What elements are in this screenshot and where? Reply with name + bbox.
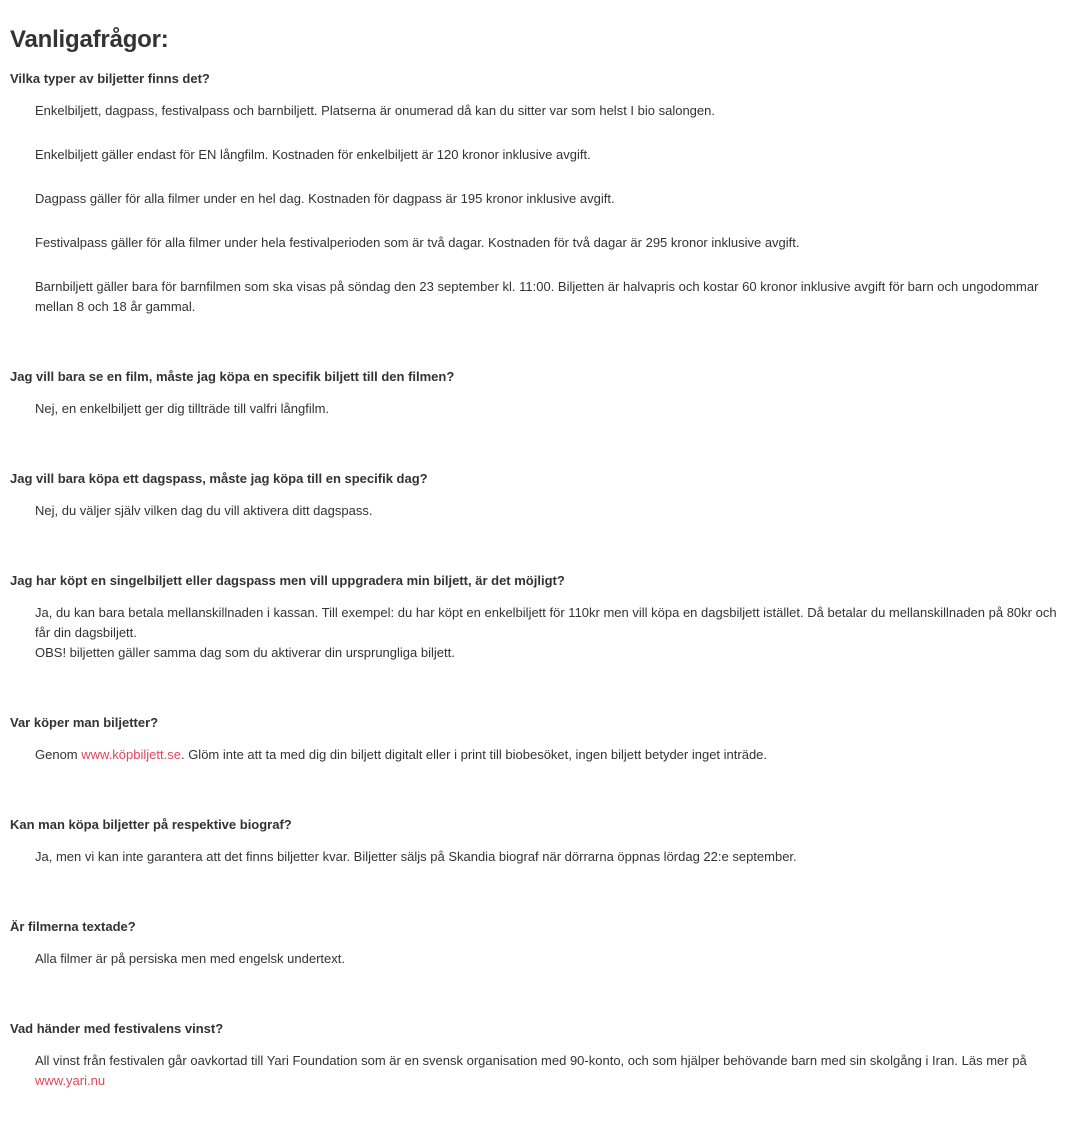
faq-answer-subtitles: Alla filmer är på persiska men med engelsk undertext. [35, 951, 345, 966]
yari-link[interactable]: www.yari.nu [35, 1073, 106, 1088]
faq-question-upgrade: Jag har köpt en singelbiljett eller dagspass men vill uppgradera min biljett, är det möjligt? [10, 573, 565, 588]
faq-question-profits: Vad händer med festivalens vinst? [10, 1021, 224, 1036]
faq-answer-day-pass: Dagpass gäller för alla filmer under en hel dag. Kostnaden för dagpass är 195 kronor inklusive avgift. [35, 191, 615, 206]
faq-answer-where-buy [35, 745, 1065, 765]
faq-answer-day-pass-date: Nej, du väljer själv vilken dag du vill aktivera ditt dagspass. [35, 503, 373, 518]
answer-text-prefix: Genom [35, 747, 82, 762]
faq-answer-cinema-tickets: Ja, men vi kan inte garantera att det finns biljetter kvar. Biljetter säljs på Skandia biograf när dörrarna öppnas lördag 22:e september. [35, 849, 797, 864]
answer-text-suffix: . Glöm inte att ta med dig din biljett digitalt eller i print till biobesöket, ingen biljett betyder inget inträde. [180, 747, 768, 762]
faq-answer-single-ticket: Enkelbiljett gäller endast för EN långfilm. Kostnaden för enkelbiljett är 120 kronor inklusive avgift. [35, 147, 591, 162]
faq-answer-child-ticket: Barnbiljett gäller bara för barnfilmen som ska visas på söndag den 23 september kl. 11:00. Biljetten är halvapris och kostar 60 kronor inklusive avgift för barn och ungodommar mellan 8 och 18 år gammal. [35, 279, 1039, 314]
faq-question-subtitles: Är filmerna textade? [10, 919, 136, 934]
faq-answer-ticket-types-overview: Enkelbiljett, dagpass, festivalpass och barnbiljett. Platserna är onumerad då kan du sitter var som helst I bio salongen. [35, 103, 715, 118]
answer-text-prefix: All vinst från festivalen går oavkortad till Yari Foundation som är en svensk organisation med 90-konto, och som hjälper behövande barn med sin skolgång i Iran. Läs mer på [35, 1053, 1027, 1068]
faq-answer-festival-pass: Festivalpass gäller för alla filmer under hela festivalperioden som är två dagar. Kostnaden för två dagar är 295 kronor inklusive avgift. [35, 235, 800, 250]
page-title: Vanligafrågor: [10, 26, 169, 53]
faq-question-day-pass-date: Jag vill bara köpa ett dagspass, måste jag köpa till en specifik dag? [10, 471, 428, 486]
faq-answer-specific-film: Nej, en enkelbiljett ger dig tillträde till valfri långfilm. [35, 401, 330, 416]
faq-question-where-buy: Var köper man biljetter? [10, 715, 159, 730]
faq-question-cinema-tickets: Kan man köpa biljetter på respektive biograf? [10, 817, 292, 832]
faq-question-specific-film: Jag vill bara se en film, måste jag köpa en specifik biljett till den filmen? [10, 369, 455, 384]
faq-answer-upgrade: Ja, du kan bara betala mellanskillnaden i kassan. Till exempel: du har köpt en enkelbiljett för 110kr men vill köpa en dagsbiljett istället. Då betalar du mellanskillnaden på 80kr och får din dagsbiljett. [35, 605, 1057, 640]
faq-question-ticket-types: Vilka typer av biljetter finns det? [10, 71, 210, 86]
faq-answer-profits [35, 1051, 1065, 1091]
kopbiljett-link[interactable]: www.köpbiljett.se [81, 747, 181, 762]
faq-answer-upgrade-note: OBS! biljetten gäller samma dag som du aktiverar din ursprungliga biljett. [35, 645, 455, 660]
